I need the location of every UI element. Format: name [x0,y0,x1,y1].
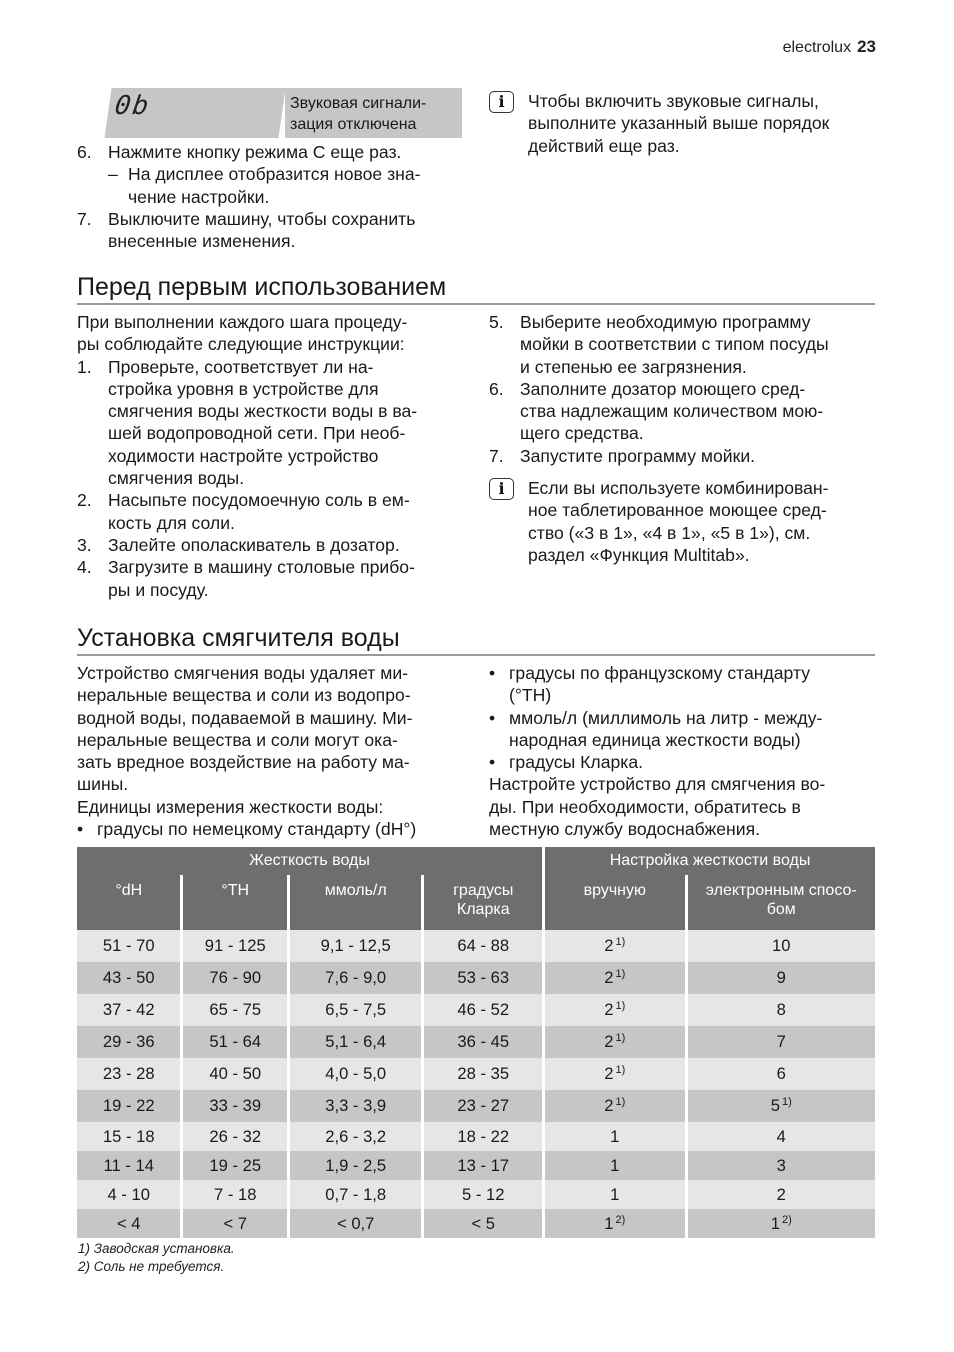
cell-value: 4,0 - 5,0 [325,1064,387,1083]
step-text: Залейте ополаскиватель в дозатор. [108,534,400,555]
cell-manual [544,1026,686,1058]
display-code-table [108,88,462,138]
cell-manual [544,1209,686,1238]
cell-value: 4 [776,1126,786,1146]
cell-th [182,930,288,962]
section1-left [77,311,469,601]
section1-right [489,311,881,566]
cell-mmol [288,994,422,1026]
unit-text: градусы по французскому стандарту (°TH) [509,663,811,706]
dash-marker: – [108,164,118,185]
table-row [77,1122,875,1151]
table-header-row [77,875,875,930]
step-text: Выключите машину, чтобы сохранить внесенные изменения. [108,208,416,252]
cell-value: 1 [610,1126,620,1146]
cell-th [182,962,288,994]
cell-value: 2 [604,1000,614,1019]
step-number: 7. [77,208,92,229]
table-row [77,1026,875,1058]
cell-value: 3,3 - 3,9 [325,1096,387,1115]
info-icon: i [489,91,514,113]
cell-clark [423,1026,544,1058]
cell-th [182,1209,288,1238]
step-number: 1. [77,356,92,377]
cell-th [182,1122,288,1151]
cell-value: 53 - 63 [457,968,510,987]
cell-value: 3 [776,1155,786,1175]
cell-th [182,1151,288,1180]
group-header-setting: Настройка жесткости воды [544,847,875,875]
cell-value: 2 [604,1096,614,1115]
cell-mmol [288,1122,422,1151]
section1-intro: При выполнении каждого шага процеду- ры соблюдайте следующие инструкции: [77,312,408,355]
cell-value: 0,7 - 1,8 [325,1184,387,1204]
cell-clark [423,1180,544,1209]
step-text: Заполните дозатор моющего сред- ства надлежащим количеством мою- щего средства. [520,378,824,444]
footnote: 1) Заводская установка. [78,1241,235,1256]
list-item [77,489,469,534]
cell-value: 33 - 39 [209,1096,262,1115]
cell-value: 1 [610,1155,620,1175]
list-item [77,356,469,490]
cell-clark [423,994,544,1026]
info-icon: i [489,478,514,500]
cell-manual [544,962,686,994]
cell-value: 19 - 22 [102,1096,155,1115]
cell-value: 2 [604,1064,614,1083]
info-note [489,477,881,566]
cell-mmol [288,1026,422,1058]
cell-value: 51 - 70 [102,936,155,955]
footnote-marker: 1) [615,1096,626,1108]
step-number: 3. [77,534,92,555]
cell-electronic [686,930,875,962]
cell-value: < 4 [116,1213,141,1233]
table-row [77,930,875,962]
page-header [783,37,876,57]
cell-value: 76 - 90 [209,968,262,987]
cell-electronic [686,1180,875,1209]
cell-value: 2 [776,1184,786,1204]
cell-dh [77,1209,182,1238]
cell-dh [77,930,182,962]
column-header-mmol: ммоль/л [288,875,422,930]
group-header-hardness: Жесткость воды [77,847,544,875]
cell-value: 1,9 - 2,5 [325,1155,387,1175]
cell-clark [423,1151,544,1180]
unit-text: градусы Кларка. [509,752,644,773]
cell-value: < 5 [471,1213,495,1233]
cell-value: 23 - 28 [102,1064,155,1083]
cell-electronic [686,1026,875,1058]
cell-dh [77,962,182,994]
step-text: Запустите программу мойки. [520,445,756,466]
cell-manual [544,1122,686,1151]
cell-dh [77,994,182,1026]
footnote: 2) Соль не требуется. [78,1259,225,1274]
list-subitem [77,163,469,208]
cell-electronic [686,1090,875,1122]
footnote-marker: 1) [615,936,626,948]
cell-value: 10 [772,936,791,955]
section2-paragraph: Устройство смягчения воды удаляет ми- неральные вещества и соли из водопро- водной воды, подаваемой в машину. Ми- неральные вещества и соли могут ока- зать вредное воздействие на работу ма- шины. [77,663,413,795]
section2-right [489,662,881,840]
cell-value: 91 - 125 [204,936,266,955]
cell-mmol [288,930,422,962]
list-item [489,445,881,467]
cell-dh [77,1122,182,1151]
cell-th [182,1090,288,1122]
cell-th [182,1180,288,1209]
cell-clark [423,1209,544,1238]
cell-mmol [288,1090,422,1122]
cell-value: 5,1 - 6,4 [325,1032,387,1051]
table-footnotes [78,1240,235,1276]
step-text: Нажмите кнопку режима C еще раз. [108,142,402,162]
step-number: 6. [489,378,504,399]
bullet-marker: • [77,819,84,840]
display-desc-line1: Звуковая сигнали- [290,95,427,112]
cell-electronic [686,962,875,994]
cell-value: 8 [776,1000,786,1019]
cell-value: < 0,7 [337,1213,375,1233]
footnote-marker: 2) [781,1213,792,1226]
cell-value: 6 [776,1064,786,1083]
list-item [489,662,881,707]
cell-electronic [686,994,875,1026]
cell-value: 29 - 36 [102,1032,155,1051]
step-subtext: На дисплее отобразится новое зна- чение настройки. [128,164,421,207]
cell-manual [544,994,686,1026]
column-header-electronic: электронным спосо- бом [686,875,875,930]
cell-mmol [288,1058,422,1090]
bullet-marker: • [489,752,496,773]
cell-value: 19 - 25 [209,1155,262,1175]
cell-value: 1 [770,1213,780,1233]
cell-value: 2 [604,936,614,955]
table-row [77,1058,875,1090]
cell-value: 28 - 35 [457,1064,510,1083]
cell-value: 46 - 52 [457,1000,510,1019]
display-code-description [285,88,462,138]
info-note [489,90,881,157]
list-item [489,311,881,378]
page-number: 23 [857,37,876,56]
cell-value: 51 - 64 [209,1032,262,1051]
cell-value: < 7 [223,1213,247,1233]
section-title: Перед первым использованием [77,272,875,305]
cell-value: 5 [770,1096,780,1115]
cell-manual [544,1058,686,1090]
footnote-marker: 1) [615,1032,626,1044]
section-title: Установка смягчителя воды [77,623,875,656]
unit-text: градусы по немецкому стандарту (dH°) [97,819,417,840]
cell-mmol [288,1180,422,1209]
cell-clark [423,962,544,994]
cell-clark [423,1122,544,1151]
section2-left [77,662,469,840]
cell-value: 7 [776,1032,786,1051]
step-text: Насыпьте посудомоечную соль в ем- кость для соли. [108,490,410,533]
cell-value: 65 - 75 [209,1000,262,1019]
cell-electronic [686,1058,875,1090]
table-row [77,994,875,1026]
step-text: Выберите необходимую программу мойки в соответствии с типом посуды и степенью ее загрязнения. [520,312,829,377]
cell-value: 2 [604,1032,614,1051]
cell-value: 1 [610,1184,620,1204]
cell-dh [77,1026,182,1058]
cell-value: 43 - 50 [102,968,155,987]
cell-value: 7 - 18 [214,1184,257,1204]
cell-value: 36 - 45 [457,1032,510,1051]
cell-value: 11 - 14 [103,1155,154,1175]
footnote-marker: 1) [615,1064,626,1076]
units-label: Единицы измерения жесткости воды: [77,796,384,817]
cell-clark [423,1058,544,1090]
cell-value: 1 [604,1213,614,1233]
cell-dh [77,1090,182,1122]
footnote-marker: 1) [781,1096,792,1108]
cell-manual [544,1151,686,1180]
cell-value: 2 [604,968,614,987]
cell-value: 7,6 - 9,0 [325,968,387,987]
footnote-marker: 1) [615,1000,626,1012]
cell-manual [544,930,686,962]
list-item [77,141,469,163]
cell-value: 13 - 17 [457,1155,510,1175]
step-number: 7. [489,445,504,466]
bullet-marker: • [489,707,496,728]
list-item [77,208,469,253]
list-item [77,556,469,601]
cell-electronic [686,1151,875,1180]
cell-value: 9,1 - 12,5 [320,936,391,955]
step-text: Проверьте, соответствует ли на- стройка уровня в устройстве для смягчения воды жесткости воды в ва- шей водопроводной сети. При необ- ходимости настройте устройство смягчения воды. [108,356,418,489]
column-header-th: °TH [182,875,288,930]
cell-dh [77,1058,182,1090]
cell-th [182,1026,288,1058]
cell-dh [77,1180,182,1209]
brand-name: electrolux [782,39,852,56]
section2-closing: Настройте устройство для смягчения во- ды. При необходимости, обратитесь в местную службу водоснабжения. [489,774,826,840]
cell-value: 2,6 - 3,2 [325,1126,387,1146]
table-group-header-row [77,847,875,875]
list-item [77,818,469,840]
table-row [77,1209,875,1238]
list-item [489,751,881,773]
cell-electronic [686,1122,875,1151]
cell-value: 6,5 - 7,5 [325,1000,387,1019]
info-text: Чтобы включить звуковые сигналы, выполните указанный выше порядок действий еще раз. [528,91,830,156]
table-row [77,962,875,994]
cell-value: 64 - 88 [457,936,510,955]
step-number: 5. [489,312,504,332]
cell-th [182,994,288,1026]
footnote-marker: 2) [615,1213,626,1226]
cell-value: 23 - 27 [457,1096,510,1115]
cell-value: 4 - 10 [107,1184,150,1204]
cell-clark [423,930,544,962]
display-desc-line2: зация отключена [290,116,417,133]
list-item [489,378,881,445]
cell-value: 26 - 32 [209,1126,262,1146]
cell-mmol [288,1151,422,1180]
step-number: 4. [77,557,92,578]
bullet-marker: • [489,663,496,683]
cell-manual [544,1180,686,1209]
cell-value: 5 - 12 [462,1184,505,1204]
cell-clark [423,1090,544,1122]
cell-manual [544,1090,686,1122]
cell-value: 15 - 18 [102,1126,155,1146]
cell-th [182,1058,288,1090]
cell-dh [77,1151,182,1180]
list-item [489,707,881,752]
step-number: 2. [77,490,92,511]
list-item [77,534,469,556]
table-row [77,1090,875,1122]
display-code: 0b [104,88,285,138]
cell-electronic [686,1209,875,1238]
step-text: Загрузите в машину столовые прибо- ры и посуду. [108,557,415,600]
table-row [77,1180,875,1209]
cell-mmol [288,962,422,994]
water-hardness-table [77,847,875,1238]
cell-value: 40 - 50 [209,1064,262,1083]
cell-value: 9 [776,968,786,987]
cell-value: 37 - 42 [102,1000,155,1019]
unit-text: ммоль/л (миллимоль на литр - между- народная единица жесткости воды) [509,707,823,750]
cell-mmol [288,1209,422,1238]
cell-value: 18 - 22 [457,1126,510,1146]
table-row [77,1151,875,1180]
footnote-marker: 1) [615,968,626,980]
column-header-clark: градусы Кларка [423,875,544,930]
column-header-manual: вручную [544,875,686,930]
step-number: 6. [77,142,92,162]
info-text: Если вы используете комбинирован- ное таблетированное моющее сред- ство («3 в 1», «4 в 1», «5 в 1»), см. раздел «Функция Multitab». [528,478,829,565]
top-steps-list [77,141,469,252]
column-header-dh: °dH [77,875,182,930]
table-body [77,930,875,1238]
